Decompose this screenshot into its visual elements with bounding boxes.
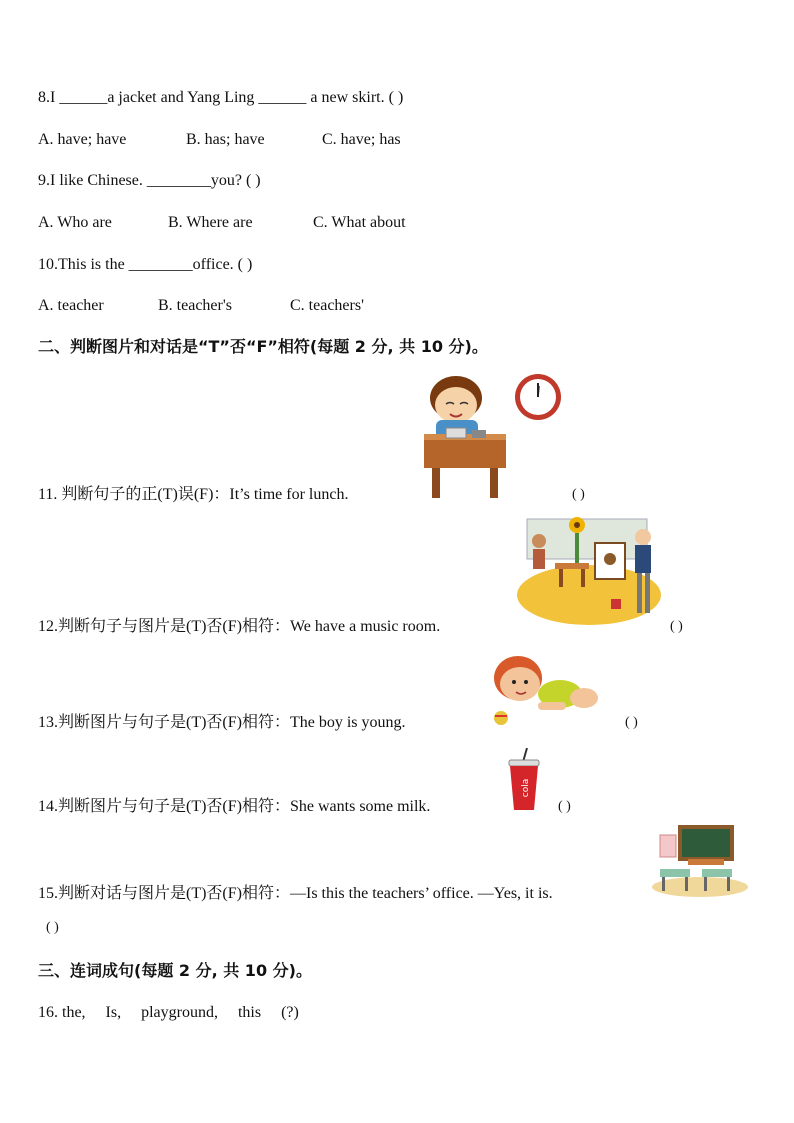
section-3-heading: 三、连词成句(每题 2 分, 共 10 分)。: [38, 961, 312, 980]
q9-option-a: A. Who are: [38, 214, 112, 231]
svg-text:cola: cola: [521, 778, 531, 798]
q9-option-c: C. What about: [313, 214, 406, 231]
classroom-icon: [650, 825, 750, 900]
question-9: 9.I like Chinese. ________you? ( ): [38, 172, 261, 189]
cola-cup-icon: [505, 748, 543, 812]
q10-option-b: B. teacher's: [158, 297, 232, 314]
item-11-answer-blank[interactable]: ( ): [572, 487, 585, 502]
q10-option-c: C. teachers': [290, 297, 364, 314]
q8-option-c: C. have; has: [322, 131, 401, 148]
crawling-baby-icon: [486, 650, 604, 726]
q8-option-b: B. has; have: [186, 131, 265, 148]
item-11-text: 11. 判断句子的正(T)误(F)：It’s time for lunch.: [38, 486, 349, 503]
item-15-text: 15.判断对话与图片是(T)否(F)相符：—Is this the teachers’ office. —Yes, it is.: [38, 885, 553, 902]
item-14-text: 14.判断图片与句子是(T)否(F)相符：She wants some milk.: [38, 798, 431, 815]
question-8: 8.I ______a jacket and Yang Ling ______ a new skirt. ( ): [38, 89, 404, 106]
question-16: 16. the, Is, playground, this (?): [38, 1004, 299, 1021]
boy-eating-clock-icon: [418, 372, 568, 504]
item-13-text: 13.判断图片与句子是(T)否(F)相符：The boy is young.: [38, 714, 406, 731]
item-12-text: 12.判断句子与图片是(T)否(F)相符：We have a music room.: [38, 618, 441, 635]
item-15-answer-blank[interactable]: ( ): [46, 920, 59, 935]
item-13-answer-blank[interactable]: ( ): [625, 715, 638, 730]
item-14-answer-blank[interactable]: ( ): [558, 799, 571, 814]
art-room-icon: [515, 513, 663, 630]
q8-option-a: A. have; have: [38, 131, 127, 148]
item-12-answer-blank[interactable]: ( ): [670, 619, 683, 634]
section-2-heading: 二、判断图片和对话是“T”否“F”相符(每题 2 分, 共 10 分)。: [38, 337, 488, 356]
q10-option-a: A. teacher: [38, 297, 104, 314]
question-10: 10.This is the ________office. ( ): [38, 256, 253, 273]
q9-option-b: B. Where are: [168, 214, 253, 231]
